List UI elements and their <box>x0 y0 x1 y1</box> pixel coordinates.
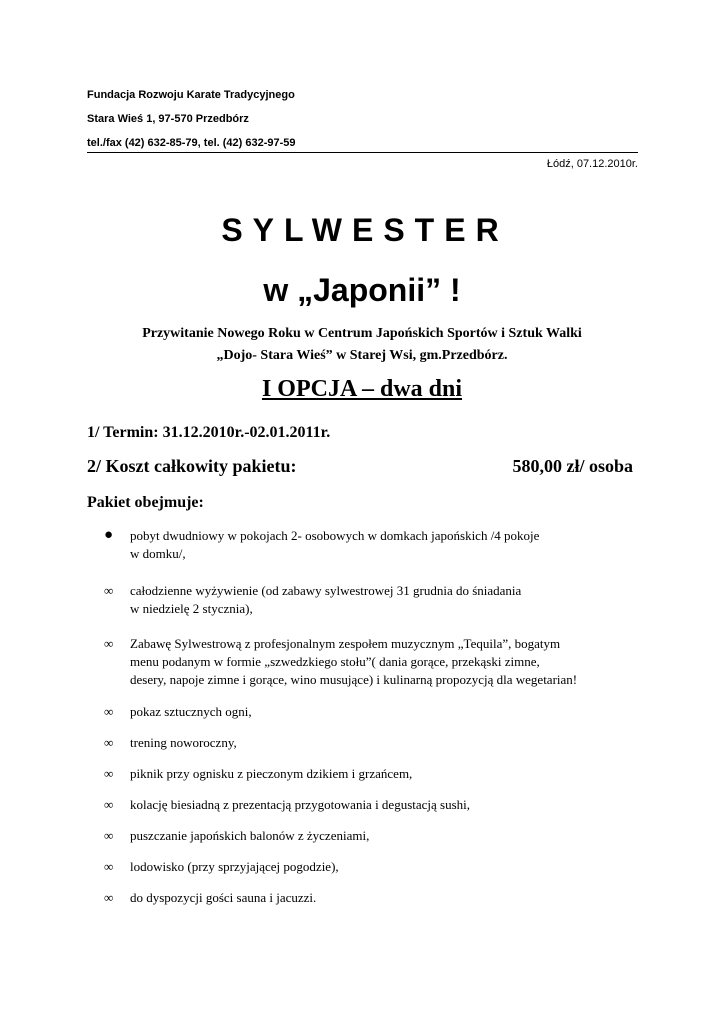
title-sylwester: SYLWESTER <box>221 212 509 248</box>
title-japonii: w „Japonii” ! <box>263 272 461 308</box>
package-list <box>104 527 644 907</box>
infinity-bullet-icon: ∞ <box>104 828 114 843</box>
infinity-bullet-icon: ∞ <box>104 704 114 719</box>
bullet-dot-icon: ● <box>104 527 114 543</box>
list-item: ∞ trening noworoczny, <box>104 735 237 750</box>
list-item: ∞ piknik przy ognisku z pieczonym dzikiem i grzańcem, <box>104 766 413 781</box>
cost-line <box>87 456 633 477</box>
list-item: ∞ lodowisko (przy sprzyjającej pogodzie), <box>104 859 339 874</box>
option-heading: I OPCJA – dwa dni <box>261 376 463 402</box>
letterhead <box>87 86 638 158</box>
subtitle-line-1: Przywitanie Nowego Roku w Centrum Japońskich Sportów i Sztuk Walki <box>142 326 582 341</box>
termin-line: 1/ Termin: 31.12.2010r.-02.01.2011r. <box>87 424 331 441</box>
list-item: ∞ puszczanie japońskich balonów z życzeniami, <box>104 828 370 843</box>
list-item: ∞ do dyspozycji gości sauna i jacuzzi. <box>104 890 317 905</box>
letterhead-org: Fundacja Rozwoju Karate Tradycyjnego <box>87 89 295 101</box>
list-item: ∞ Zabawę Sylwestrową z profesjonalnym zespołem muzycznym „Tequila”, bogatym menu podanym w formie „szwedzkiego stołu”( dania gorące, przekąski zimne, desery, napoje zimne i gorące, wino musujące) i kulinarną propozycją dla wegetarian! <box>104 636 578 687</box>
infinity-bullet-icon: ∞ <box>104 583 114 598</box>
letterhead-address: Stara Wieś 1, 97-570 Przedbórz <box>87 113 249 125</box>
infinity-bullet-icon: ∞ <box>104 636 114 651</box>
subtitle <box>0 323 724 367</box>
list-item: ∞ pokaz sztucznych ogni, <box>104 704 252 719</box>
infinity-bullet-icon: ∞ <box>104 797 114 812</box>
document-date: Łódź, 07.12.2010r. <box>546 158 638 170</box>
pakiet-heading: Pakiet obejmuje: <box>87 494 204 511</box>
list-item: ∞ kolację biesiadną z prezentacją przygotowania i degustacją sushi, <box>104 797 471 812</box>
infinity-bullet-icon: ∞ <box>104 735 114 750</box>
subtitle-line-2: „Dojo- Stara Wieś” w Starej Wsi, gm.Przedbórz. <box>216 348 508 363</box>
list-item: ● pobyt dwudniowy w pokojach 2- osobowych w domkach japońskich /4 pokoje w domku/, <box>104 527 540 561</box>
infinity-bullet-icon: ∞ <box>104 766 114 781</box>
infinity-bullet-icon: ∞ <box>104 859 114 874</box>
cost-label: 2/ Koszt całkowity pakietu: <box>87 456 297 476</box>
cost-value: 580,00 zł/ osoba <box>512 456 633 476</box>
letterhead-phone: tel./fax (42) 632-85-79, tel. (42) 632-97-59 <box>87 137 296 149</box>
letterhead-divider <box>87 152 638 153</box>
infinity-bullet-icon: ∞ <box>104 890 114 905</box>
list-item: ∞ całodzienne wyżywienie (od zabawy sylwestrowej 31 grudnia do śniadania w niedzielę 2 stycznia), <box>104 583 522 616</box>
